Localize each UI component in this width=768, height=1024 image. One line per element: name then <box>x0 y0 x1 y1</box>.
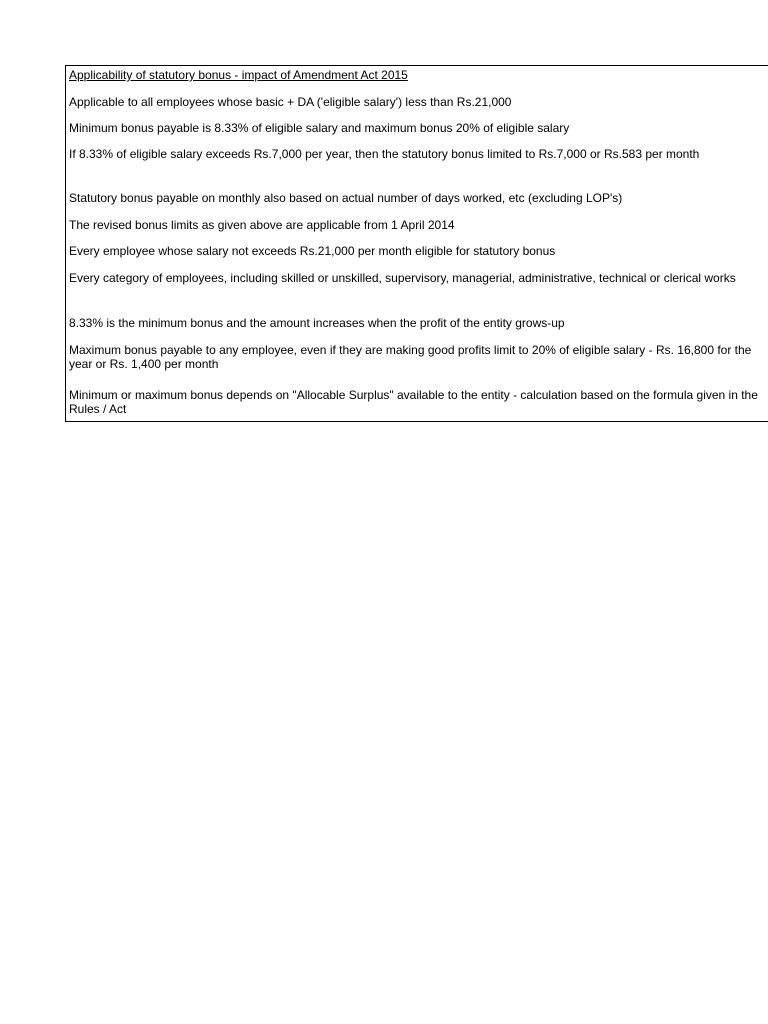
point-min-max-bonus: Minimum bonus payable is 8.33% of eligible salary and maximum bonus 20% of eligible salary <box>69 121 570 135</box>
point-monthly-payment: Statutory bonus payable on monthly also based on actual number of days worked, etc (excluding LOP's) <box>69 191 623 205</box>
point-bonus-limit: If 8.33% of eligible salary exceeds Rs.7,000 per year, then the statutory bonus limited to Rs.7,000 or Rs.583 per month <box>69 147 700 161</box>
point-maximum-bonus: Maximum bonus payable to any employee, even if they are making good profits limit to 20% of eligible salary - Rs. 16,800 for the year or Rs. 1,400 per month <box>69 343 752 371</box>
point-minimum-bonus: 8.33% is the minimum bonus and the amount increases when the profit of the entity grows-up <box>69 316 565 330</box>
sheet-title: Applicability of statutory bonus - impact of Amendment Act 2015 <box>69 68 408 82</box>
spreadsheet-cell-block <box>65 65 768 422</box>
point-salary-threshold: Every employee whose salary not exceeds Rs.21,000 per month eligible for statutory bonus <box>69 244 556 258</box>
point-eligibility: Applicable to all employees whose basic + DA ('eligible salary') less than Rs.21,000 <box>69 95 512 109</box>
point-employee-categories: Every category of employees, including skilled or unskilled, supervisory, managerial, administrative, technical or clerical works <box>69 271 736 285</box>
point-allocable-surplus: Minimum or maximum bonus depends on "Allocable Surplus" available to the entity - calculation based on the formula given in the Rules / Act <box>69 388 758 416</box>
point-effective-date: The revised bonus limits as given above are applicable from 1 April 2014 <box>69 218 455 232</box>
